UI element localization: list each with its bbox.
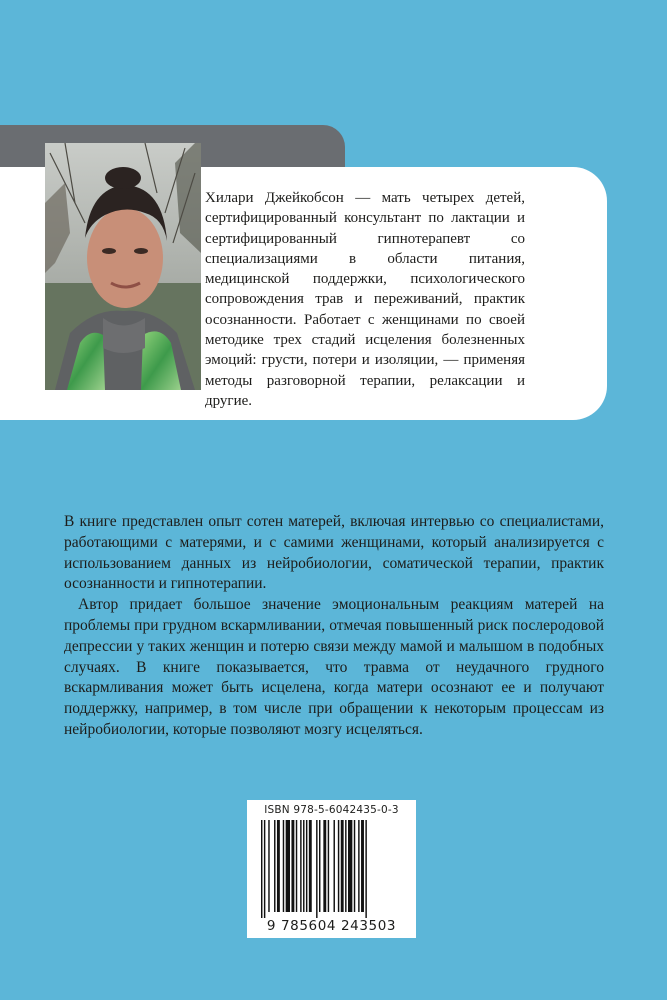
barcode-bar [345,820,346,912]
barcode-bar [303,820,304,912]
description-paragraph-2: Автор придает большое значение эмоциональным реакциям матерей на проблемы при грудном вскармливании, отмечая повышенный риск послеродовой депрессии у таких женщин и потерю связи между мамой и малышом в подобных случаях. В книге показывается, что травма от неудачного грудного вскармливания может быть исцелена, когда матери осознают ее и получают поддержку, например, в том числе при обращении к некоторым процессам из нейробиологии, которые позволяют мозгу исцеляться. [64,596,604,738]
barcode-bar [354,820,355,912]
barcode-number: 9 785604 243503 [266,918,397,934]
barcode-bar [319,820,320,912]
barcode-bar [334,820,335,912]
barcode-bar [365,820,366,918]
author-photo [45,143,201,390]
description-paragraph-1: В книге представлен опыт сотен матерей, включая интервью со специалистами, работающими с матерями, и с самими женщинами, который анализируется с использованием данных из нейробиологии, соматической терапии, практик осознанности и гипнотерапии. [64,513,604,593]
barcode-bar [268,820,269,912]
barcode-bar [274,820,275,912]
author-bio: Хилари Джейкобсон — мать четырех детей, сертифицированный консультант по лактации и сертифицированный гипнотерапевт со специализациями в области питания, медицинской поддержки, психологического сопровождения трав и переживаний, практик осознанности. Работает с женщинами по своей методике трех стадий исцеления болезненных эмоций: грусти, потери и изоляции, — применяя методы разговорной терапии, релаксации и другие. [205,190,525,409]
isbn-label: ISBN 978-5-6042435-0-3 [264,804,399,816]
barcode-bar [348,820,352,912]
barcode [247,800,416,938]
barcode-bar [341,820,344,912]
barcode-bar [358,820,359,912]
barcode-bar [291,820,294,912]
barcode-bar [309,820,312,912]
book-description [64,512,604,741]
barcode-bar [316,820,317,918]
barcode-bar [338,820,339,912]
barcode-bar [283,820,284,912]
barcode-bar [306,820,307,912]
barcode-bar [264,820,265,918]
barcode-bars [247,820,416,918]
barcode-bar [277,820,280,912]
barcode-bar [286,820,290,912]
barcode-bar [300,820,301,912]
barcode-bar [323,820,326,912]
barcode-bar [261,820,262,918]
barcode-bar [361,820,364,912]
barcode-bar [296,820,297,912]
author-photo-image [45,143,201,390]
barcode-bar [328,820,329,912]
